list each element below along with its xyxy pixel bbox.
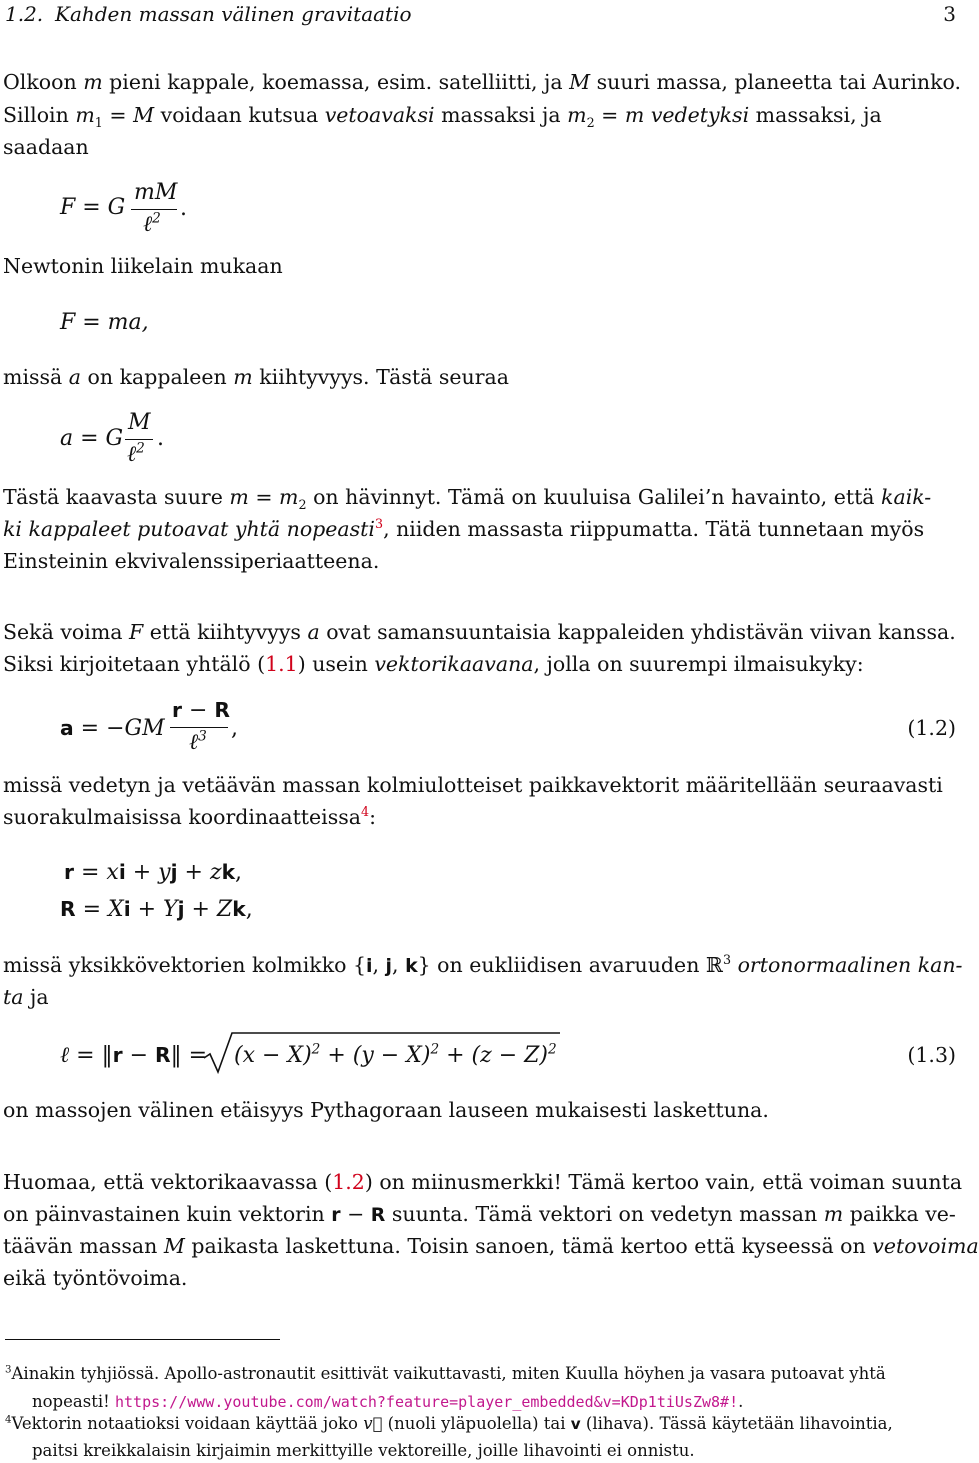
footnote-3-line2: nopeasti! https://www.youtube.com/watch?feature=player_embedded&v=KDp1tiUsZw8#!.	[32, 1392, 744, 1411]
paragraph-newton: Newtonin liikelain mukaan	[3, 254, 283, 278]
equation-vector-lhs: a = −GM	[60, 716, 165, 741]
paragraph-position-line1: missä vedetyn ja vetäävän massan kolmiulotteiset paikkavektorit määritellään seuraavasti	[3, 773, 943, 797]
equation-distance-lhs: ℓ = ‖r − R‖ =	[60, 1043, 208, 1068]
page-number: 3	[943, 2, 956, 26]
youtube-link[interactable]: https://www.youtube.com/watch?feature=player_embedded&v=KDp1tiUsZw8#!	[114, 1393, 739, 1411]
footnote-ref-3[interactable]: 3	[374, 516, 384, 532]
equation-vector-numerator: r − R	[172, 698, 230, 723]
paragraph-basis-line1: missä yksikkövektorien kolmikko {i, j, k} on eukliidisen avaruuden ℝ$^3$ ortonormaalinen kan-	[3, 952, 963, 977]
equation-vector-comma: ,	[231, 716, 238, 741]
equation-gravity-period: .	[180, 196, 187, 221]
equation-ref-link[interactable]: 1.2	[332, 1170, 365, 1194]
footnote-divider	[5, 1339, 280, 1340]
paragraph-acceleration: missä a on kappaleen m kiihtyvyys. Tästä seuraa	[3, 365, 509, 389]
section-number: 1.2.	[5, 2, 44, 26]
equation-acceleration-denominator: ℓ$^2$	[127, 440, 145, 467]
footnote-3-line1: $^3$Ainakin tyhjiössä. Apollo-astronautit esittivät vaikuttavasti, miten Kuulla höyhen ja vasara putoavat yhtä	[5, 1364, 886, 1383]
equation-vector-denominator: ℓ$^3$	[189, 728, 207, 755]
paragraph-basis-line2: ta ja	[3, 985, 49, 1009]
paragraph-distance: on massojen välinen etäisyys Pythagoraan lauseen mukaisesti laskettuna.	[3, 1098, 769, 1122]
paragraph-intro-line2: Silloin $m_1 = M$ voidaan kutsua vetoavaksi massaksi ja $m_2 = m$ vedetyksi massaksi, ja	[3, 103, 882, 131]
paragraph-note-line1: Huomaa, että vektorikaavassa (1.2) on miinusmerkki! Tämä kertoo vain, että voiman suunta	[3, 1170, 963, 1194]
footnote-4-line1: $^4$Vektorin notaatioksi voidaan käyttää joko v⃗ (nuoli yläpuolella) tai v (lihava). Tässä käytetään lihavointia,	[5, 1414, 893, 1433]
equation-ref-link[interactable]: 1.1	[265, 652, 298, 676]
paragraph-note-line2: on päinvastainen kuin vektorin r − R suunta. Tämä vektori on vedetyn massan m paikka ve-	[3, 1202, 956, 1226]
paragraph-note-line4: eikä työntövoima.	[3, 1266, 188, 1290]
equation-newton: F = ma,	[60, 310, 149, 335]
equation-gravity-numerator: mM	[134, 180, 178, 205]
equation-acceleration-period: .	[157, 426, 164, 451]
running-title: Kahden massan välinen gravitaatio	[55, 2, 412, 26]
paragraph-galilei-line1: Tästä kaavasta suure $m = m_2$ on hävinnyt. Tämä on kuuluisa Galilei’n havainto, että kaik-	[3, 485, 932, 513]
equation-gravity-denominator: ℓ$^2$	[143, 210, 161, 237]
equation-distance-radicand: $(x - X)^2 + (y - X)^2 + (z - Z)^2$	[234, 1041, 557, 1068]
equation-acceleration-lhs: a = G	[60, 426, 124, 451]
equation-acceleration-numerator: M	[128, 410, 151, 435]
equation-R: R = Xi + Yj + Zk,	[60, 897, 253, 922]
equation-r: r = xi + yj + zk,	[64, 860, 243, 885]
paragraph-note-line3: täävän massan M paikasta laskettuna. Toisin sanoen, tämä kertoo että kyseessä on vetovoima	[3, 1234, 979, 1258]
paragraph-intro-line3: saadaan	[3, 135, 89, 159]
equation-gravity-lhs: F = G	[60, 195, 126, 220]
paragraph-galilei-line2: ki kappaleet putoavat yhtä nopeasti$^3$, niiden massasta riippumatta. Tätä tunnetaan myös	[3, 516, 925, 541]
paragraph-vector-line2: Siksi kirjoitetaan yhtälö (1.1) usein vektorikaavana, jolla on suurempi ilmaisukyky:	[3, 652, 864, 676]
equation-number-1-3: (1.3)	[907, 1043, 956, 1067]
paragraph-vector-line1: Sekä voima F että kiihtyvyys a ovat samansuuntaisia kappaleiden yhdistävän viivan kanssa.	[3, 620, 956, 644]
footnote-4-line2: paitsi kreikkalaisin kirjaimin merkittyille vektoreille, joille lihavointi ei onnistu.	[32, 1441, 695, 1460]
equation-number-1-2: (1.2)	[907, 716, 956, 740]
paragraph-galilei-line3: Einsteinin ekvivalenssiperiaatteena.	[3, 549, 380, 573]
footnote-ref-4[interactable]: 4	[361, 804, 370, 820]
paragraph-position-line2: suorakulmaisissa koordinaatteissa$^4$:	[3, 804, 377, 829]
paragraph-intro-line1: Olkoon m pieni kappale, koemassa, esim. satelliitti, ja M suuri massa, planeetta tai Aurinko.	[3, 70, 961, 94]
